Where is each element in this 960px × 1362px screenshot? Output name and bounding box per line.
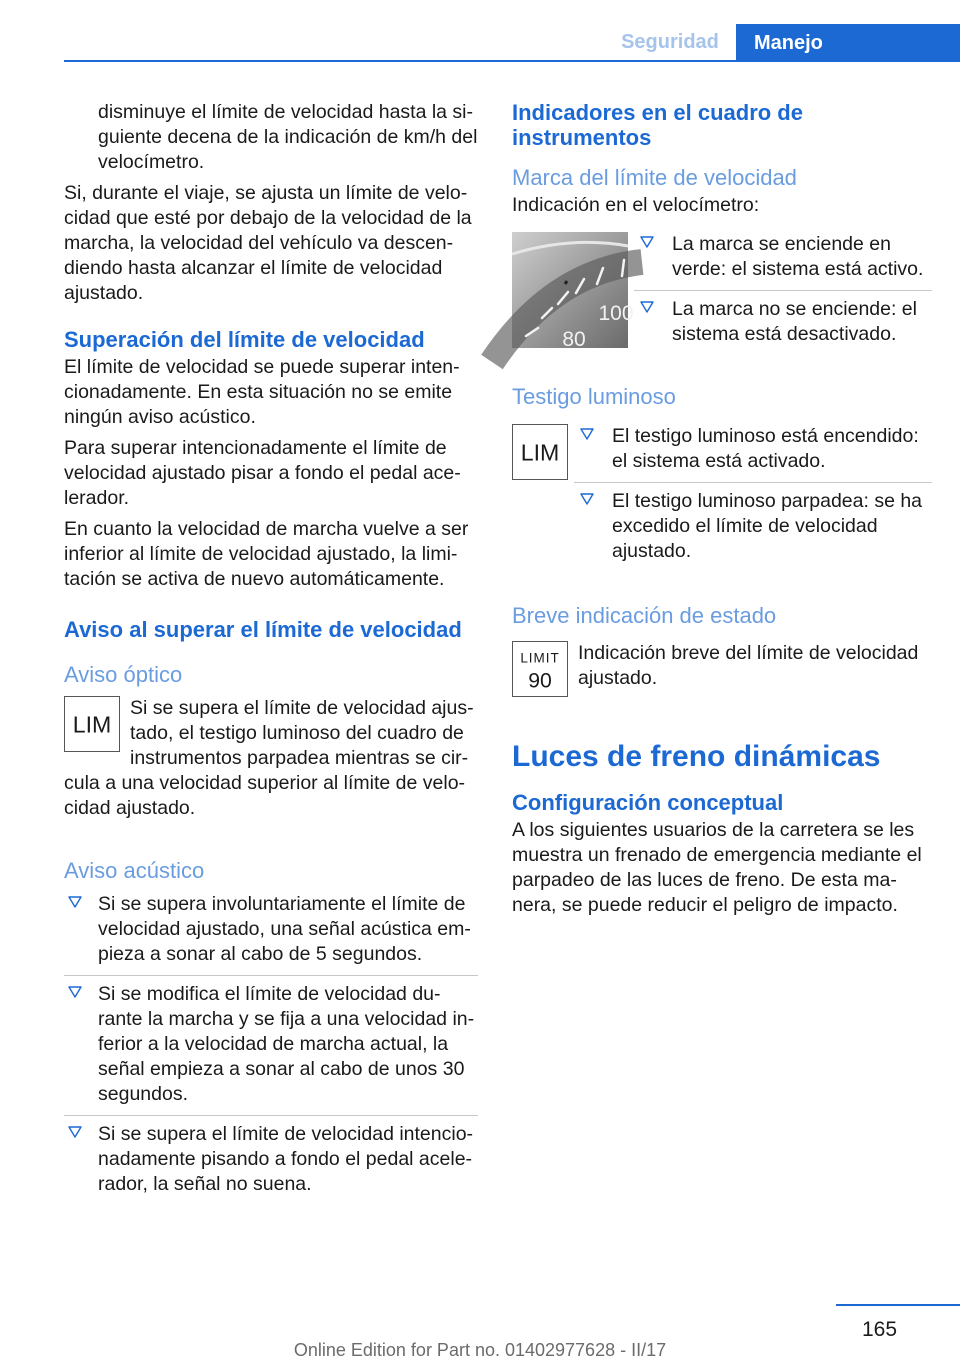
paragraph: Indicación breve del límite de velocidad ajustado. [578, 642, 919, 689]
heading-aviso-optico: Aviso óptico [64, 662, 183, 687]
paragraph: A los siguientes usuarios de la carretera se les muestra un frenado de emergencia mediante el parpadeo de las luces de freno. De esta ma‐nera, se puede reducir el peligro de impacto. [512, 819, 922, 916]
heading-luces: Luces de freno dinámicas [512, 740, 881, 773]
footer-rule [836, 1304, 960, 1306]
paragraph: En cuanto la velocidad de marcha vuelve a ser inferior al límite de velocidad ajustado, la limi‐tación se activa de nuevo automáticamente. [64, 518, 469, 590]
page-number: 165 [862, 1318, 898, 1341]
paragraph: El límite de velocidad se puede superar inten‐cionadamente. En esta situación no se emite ningún aviso acústico. [64, 356, 460, 428]
list-item: El testigo luminoso está encendido: el sistema está activado. [574, 424, 932, 482]
svg-text:LIM: LIM [520, 439, 560, 466]
triangle-bullet-icon [640, 236, 654, 248]
lim-indicator-icon [512, 424, 568, 480]
svg-text:80: 80 [562, 328, 586, 351]
limit-90-icon [512, 641, 568, 697]
tab-seguridad[interactable]: Seguridad [621, 30, 719, 53]
list-item: Si se modifica el límite de velocidad du‐rante la marcha y se fija a una velocidad in‐ferior a la velocidad de marcha actual, la señal empieza a sonar al cabo de unos 30 segundos. [64, 975, 478, 1115]
paragraph: disminuye el límite de velocidad hasta la si‐guiente decena de la indicación de km/h del velocímetro. [98, 101, 478, 173]
triangle-bullet-icon [68, 896, 82, 908]
acustico-list [64, 892, 478, 1205]
triangle-bullet-icon [68, 1126, 82, 1138]
header-rule [64, 60, 960, 62]
right-column [512, 100, 932, 924]
heading-aviso-acustico: Aviso acústico [64, 858, 205, 883]
list-item: Si se supera el límite de velocidad intencio‐nadamente pisando a fondo el pedal acele‐rador, la señal no suena. [64, 1115, 478, 1205]
triangle-bullet-icon [68, 986, 82, 998]
list-item: La marca no se enciende: el sistema está desactivado. [634, 290, 932, 355]
svg-text:100: 100 [598, 302, 634, 325]
paragraph: Si, durante el viaje, se ajusta un límite de velo‐cidad que esté por debajo de la velocidad de la marcha, la velocidad del vehículo va descen‐diendo hasta alcanzar el límite de velocidad ajustado. [64, 182, 472, 304]
header-bar [0, 0, 960, 62]
svg-text:LIMIT: LIMIT [520, 650, 560, 666]
triangle-bullet-icon [640, 301, 654, 313]
testigo-list [574, 424, 932, 572]
lim-warning-icon [64, 696, 120, 752]
heading-aviso: Aviso al superar el límite de velocidad [64, 617, 462, 642]
speedometer-gauge-icon [512, 232, 634, 351]
paragraph: Para superar intencionadamente el límite de velocidad ajustado pisar a fondo el pedal ace‐lerador. [64, 437, 461, 509]
edition-note: Online Edition for Part no. 01402977628 - II/17 [293, 1340, 667, 1360]
triangle-bullet-icon [580, 428, 594, 440]
heading-superacion: Superación del límite de velocidad [64, 327, 425, 352]
tab-manejo[interactable]: Manejo [736, 24, 960, 62]
speed-limit-marker [565, 281, 567, 284]
paragraph: Si se supera el límite de velocidad ajus‐tado, el testigo luminoso del cuadro de instrumentos parpadea mientras se cir‐cula a una velocidad superior al límite de velo‐cidad ajustado. [64, 697, 474, 819]
triangle-bullet-icon [580, 493, 594, 505]
paragraph: Indicación en el velocímetro: [512, 194, 760, 216]
left-column [64, 100, 478, 1205]
list-item: El testigo luminoso parpadea: se ha excedido el límite de velocidad ajustado. [574, 482, 932, 572]
list-item: La marca se enciende en verde: el sistema está activo. [634, 232, 932, 290]
heading-testigo: Testigo luminoso [512, 384, 676, 409]
heading-marca: Marca del límite de velocidad [512, 165, 797, 190]
svg-text:90: 90 [528, 669, 552, 693]
heading-breve: Breve indicación de estado [512, 603, 777, 628]
heading-indicadores: Indicadores en el cuadro de instrumentos [512, 100, 803, 150]
marca-list [634, 232, 932, 355]
heading-config: Configuración conceptual [512, 790, 784, 815]
list-item: Si se supera involuntariamente el límite de velocidad ajustado, una señal acústica em‐pieza a sonar al cabo de 5 segundos. [64, 892, 478, 975]
svg-text:LIM: LIM [72, 711, 112, 738]
